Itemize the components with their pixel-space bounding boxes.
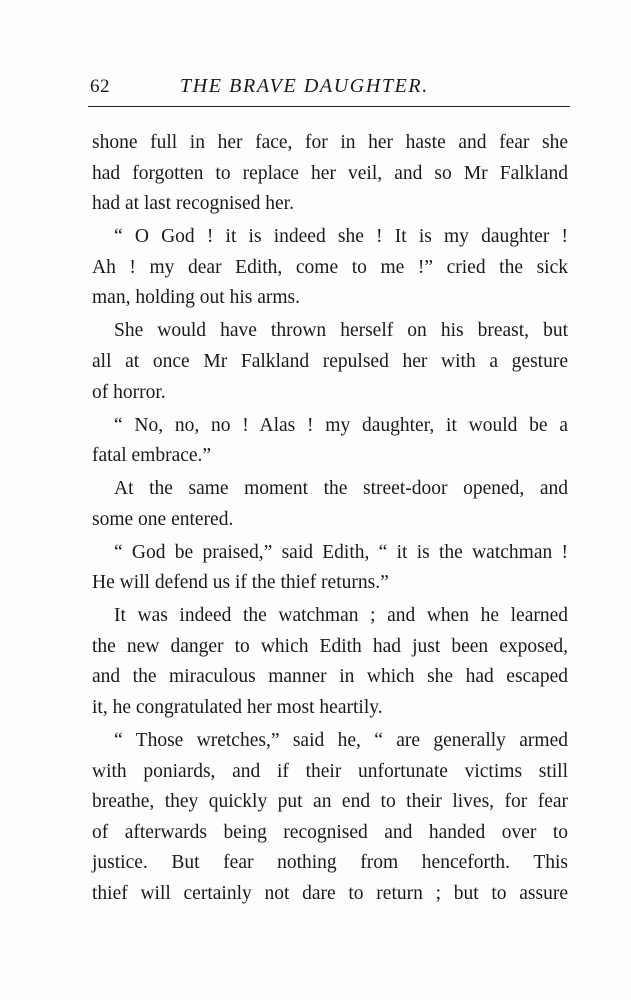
header-rule [88, 106, 570, 107]
text-line: breathe, they quickly put an end to their lives, for fear [92, 791, 568, 813]
page-header [88, 70, 570, 106]
text-line: He will defend us if the thief returns.” [92, 572, 389, 594]
text-line: fatal embrace.” [92, 445, 212, 467]
text-line: the new danger to which Edith had just been exposed, [92, 635, 568, 657]
text-line: “ No, no, no ! Alas ! my daughter, it would be a [114, 414, 568, 436]
running-title: THE BRAVE DAUGHTER. [180, 75, 429, 97]
text-line: She would have thrown herself on his breast, but [114, 320, 568, 342]
text-line: of afterwards being recognised and handed over to [92, 821, 568, 843]
text-line: Ah ! my dear Edith, come to me !” cried the sick [92, 256, 568, 278]
text-line: shone full in her face, for in her haste and fear she [92, 132, 568, 153]
text-line: of horror. [92, 381, 166, 403]
text-line: man, holding out his arms. [92, 287, 300, 309]
text-line: some one entered. [92, 508, 234, 530]
page-number: 62 [90, 76, 110, 97]
text-line: and the miraculous manner in which she had escaped [92, 666, 568, 688]
text-line: “ Those wretches,” said he, “ are generally armed [114, 730, 568, 752]
text-line: had at last recognised her. [92, 193, 294, 215]
text-line: had forgotten to replace her veil, and so Mr Falkland [92, 162, 568, 184]
text-line: “ God be praised,” said Edith, “ it is the watchman ! [114, 541, 568, 563]
text-line: At the same moment the street-door opened, and [114, 478, 568, 500]
text-line: justice. But fear nothing from henceforth. This [92, 852, 568, 874]
body-text [92, 128, 568, 910]
text-line: with poniards, and if their unfortunate victims still [92, 760, 568, 782]
text-line: thief will certainly not dare to return ; but to assure [92, 882, 568, 904]
text-line: it, he congratulated her most heartily. [92, 697, 383, 719]
text-line: “ O God ! it is indeed she ! It is my daughter ! [114, 226, 568, 248]
text-line: It was indeed the watchman ; and when he learned [114, 605, 568, 627]
text-line: all at once Mr Falkland repulsed her with a gesture [92, 350, 568, 372]
